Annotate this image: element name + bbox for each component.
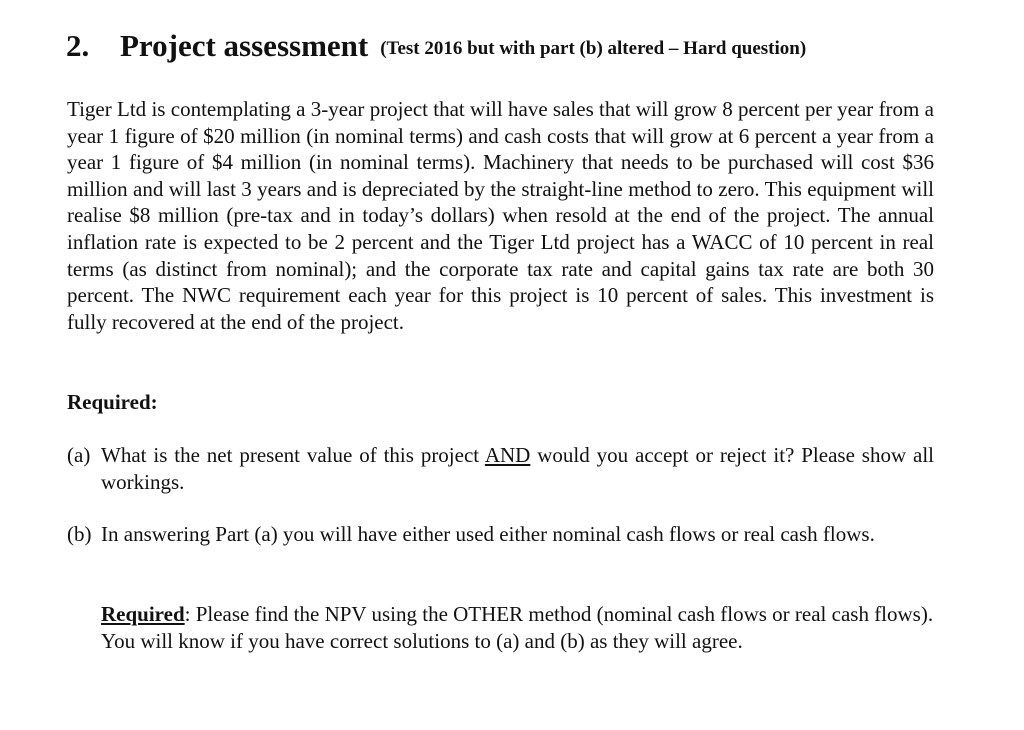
part-b-required bbox=[101, 601, 941, 654]
question-heading bbox=[66, 28, 806, 64]
part-b bbox=[67, 521, 934, 548]
part-a-emphasis: AND bbox=[484, 443, 531, 467]
part-b-required-label: Required bbox=[101, 602, 185, 626]
part-b-label: (b) bbox=[67, 522, 92, 546]
part-a-label: (a) bbox=[67, 443, 91, 467]
part-b-required-text: : Please find the NPV using the OTHER method (nominal cash flows or real cash flows). You will know if you have correct solutions to (a) and (b) as they will agree. bbox=[101, 602, 934, 653]
part-b-text: In answering Part (a) you will have either used either nominal cash flows or real cash flows. bbox=[101, 522, 875, 546]
question-intro: Tiger Ltd is contemplating a 3-year project that will have sales that will grow 8 percent per year from a year 1 figure of $20 million (in nominal terms) and cash costs that will grow at 6 percent a year from a year 1 figure of $4 million (in nominal terms). Machinery that needs to be purchased will cost $36 million and will last 3 years and is depreciated by the straight-line method to zero. This equipment will realise $8 million (pre-tax and in today’s dollars) when resold at the end of the project. The annual inflation rate is expected to be 2 percent and the Tiger Ltd project has a WACC of 10 percent in real terms (as distinct from nominal); and the corporate tax rate and capital gains tax rate are both 30 percent. The NWC requirement each year for this project is 10 percent of sales. This investment is fully recovered at the end of the project. bbox=[67, 97, 934, 334]
required-heading: Required: bbox=[67, 390, 158, 414]
part-a bbox=[67, 442, 934, 495]
part-a-text-before: What is the net present value of this project bbox=[101, 443, 485, 467]
part-a-text-after: would you accept or reject it? Please show all workings. bbox=[101, 443, 934, 494]
question-title: Project assessment bbox=[120, 28, 369, 63]
question-note: (Test 2016 but with part (b) altered – Hard question) bbox=[380, 38, 807, 59]
part-a-text bbox=[101, 442, 934, 495]
question-number: 2. bbox=[66, 28, 90, 63]
